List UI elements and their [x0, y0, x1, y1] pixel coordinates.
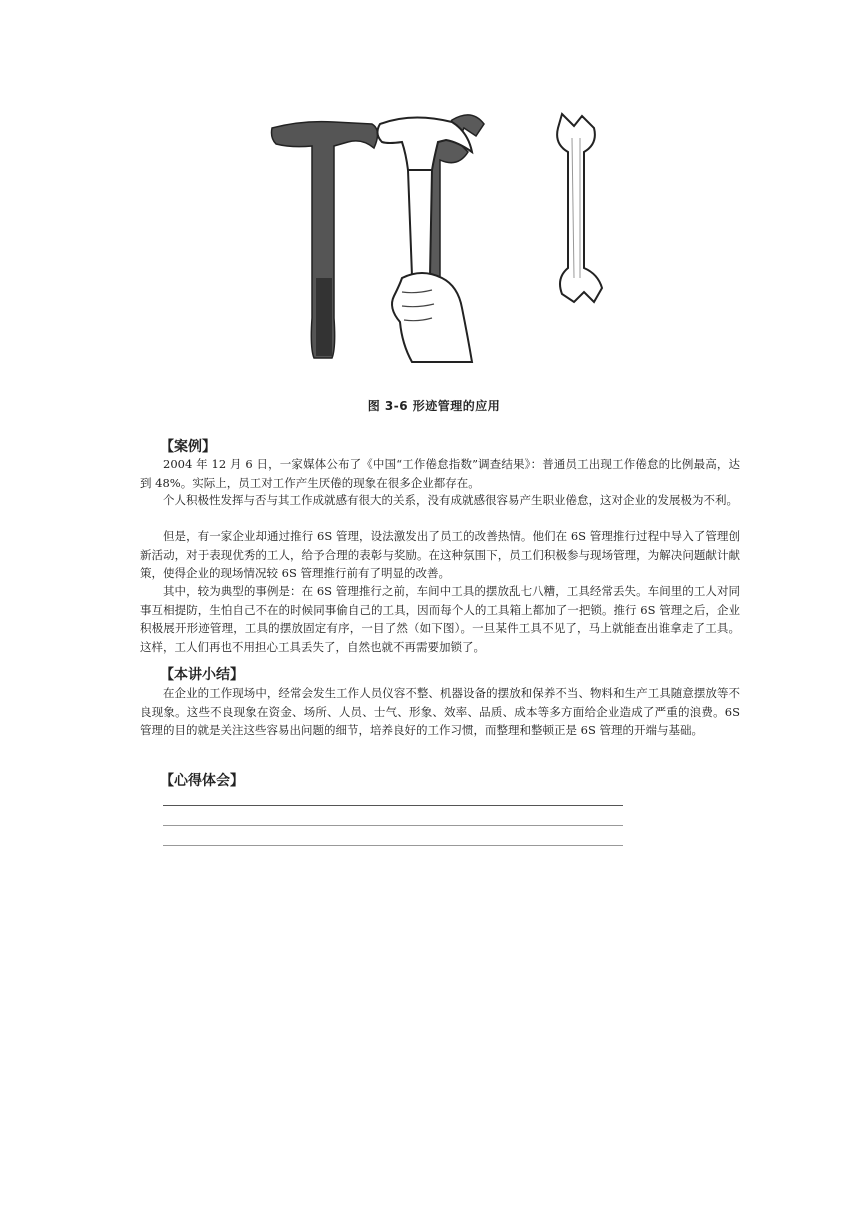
- case-paragraph-2: 个人积极性发挥与否与其工作成就感有很大的关系，没有成就感很容易产生职业倦怠，这对企业的发展极为不利。: [163, 493, 738, 507]
- held-hammer-icon: [377, 117, 472, 276]
- case-paragraph-3: 但是，有一家企业却通过推行 6S 管理，设法激发出了员工的改善热情。他们在 6S 管理推行过程中导入了管理创新活动，对于表现优秀的工人，给予合理的表彰与奖励。在这种氛围下，员工们积极参与现场管理，为解决问题献计献策，使得企业的现场情况较 6S 管理推行前有了明显的改善。: [140, 529, 740, 580]
- figure-caption: 图 3-6 形迹管理的应用: [367, 399, 501, 413]
- wrench-outline-icon: [557, 114, 602, 302]
- hammer-shadow-icon: [272, 122, 378, 358]
- tool-shadow-board-figure: [262, 108, 618, 394]
- notes-line: [163, 825, 623, 826]
- hand-icon: [392, 273, 472, 362]
- notes-line: [163, 845, 623, 846]
- case-heading: 【案例】: [160, 439, 216, 455]
- case-paragraph-1: 2004 年 12 月 6 日，一家媒体公布了《中国“工作倦怠指数”调查结果》：普通员工出现工作倦怠的比例最高，达到 48%。实际上，员工对工作产生厌倦的现象在很多企业都存在。: [140, 457, 740, 490]
- notes-heading: 【心得体会】: [160, 773, 244, 789]
- case-paragraph-4: 其中，较为典型的事例是：在 6S 管理推行之前，车间中工具的摆放乱七八糟，工具经常丢失。车间里的工人对同事互相提防，生怕自己不在的时候同事偷自己的工具，因而每个人的工具箱上都加了一把锁。推行 6S 管理之后，企业积极展开形迹管理，工具的摆放固定有序，一目了然（如下图）。一旦某件工具不见了，马上就能查出谁拿走了工具。这样，工人们再也不用担心工具丢失了，自然也就不再需要加锁了。: [140, 584, 740, 654]
- notes-line: [163, 805, 623, 806]
- summary-heading: 【本讲小结】: [160, 667, 244, 683]
- summary-paragraph: 在企业的工作现场中，经常会发生工作人员仪容不整、机器设备的摆放和保养不当、物料和生产工具随意摆放等不良现象。这些不良现象在资金、场所、人员、士气、形象、效率、品质、成本等多方面给企业造成了严重的浪费。6S 管理的目的就是关注这些容易出问题的细节，培养良好的工作习惯，而整理和整顿正是 6S 管理的开端与基础。: [140, 686, 740, 737]
- shadow-board-illustration: [262, 108, 618, 394]
